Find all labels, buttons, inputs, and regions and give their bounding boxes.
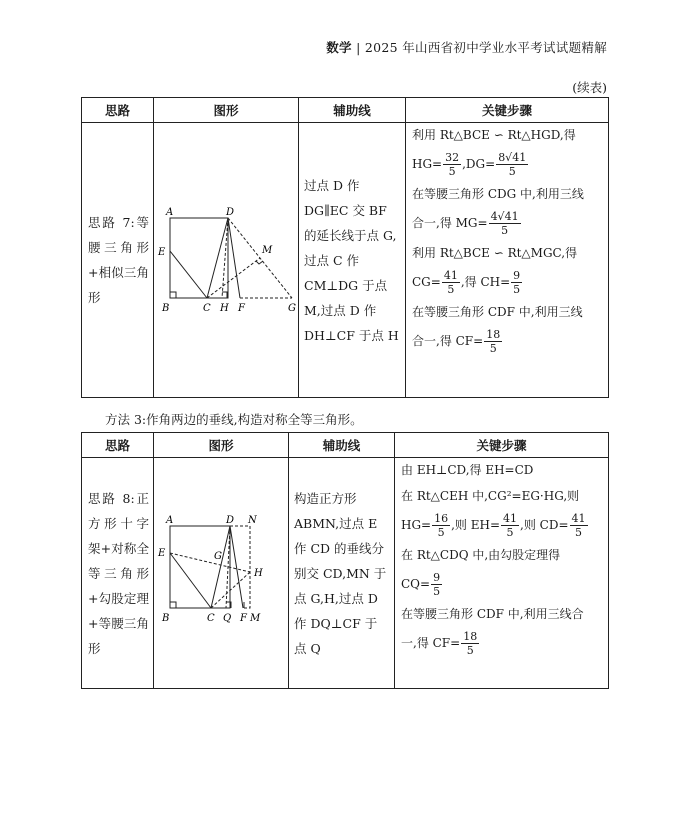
header-idea: 思路 bbox=[82, 433, 154, 458]
solution-table-2 bbox=[81, 432, 609, 689]
label-M: M bbox=[250, 613, 261, 624]
step-7-7: 在等腰三角形 CDF 中,利用三线 bbox=[412, 305, 583, 319]
header-title: 2025 年山西省初中学业水平考试试题精解 bbox=[364, 40, 607, 55]
label-M: M bbox=[262, 245, 273, 256]
aux-line-8: 构造正方形 ABMN,过点 E 作 CD 的垂线分别交 CD,MN 于点 G,H,过点 D 作 DQ⊥CF 于点 Q bbox=[289, 458, 395, 689]
step-8-2: 在 Rt△CEH 中,CG²=EG·HG,则 bbox=[401, 489, 580, 503]
step-7-3: 在等腰三角形 CDG 中,利用三线 bbox=[412, 187, 584, 201]
geometry-figure-8 bbox=[154, 458, 289, 684]
right-angle-m bbox=[256, 261, 263, 264]
table-row bbox=[82, 458, 609, 689]
square-abcd bbox=[170, 218, 228, 298]
label-E: E bbox=[158, 247, 166, 258]
key-steps-7 bbox=[406, 123, 609, 398]
step-8-7: 一,得 CF= $\frac{18}{5}$ bbox=[401, 630, 478, 657]
header-figure: 图形 bbox=[154, 98, 299, 123]
geometry-figure-7 bbox=[154, 123, 299, 393]
step-7-6: CG= $\frac{41}{5}$ ,得 CH= $\frac{9}{5}$ bbox=[412, 269, 521, 296]
label-D: D bbox=[226, 515, 235, 526]
figure-cell-7 bbox=[154, 123, 299, 398]
header-aux-line: 辅助线 bbox=[289, 433, 395, 458]
segment-nm bbox=[242, 526, 250, 608]
label-A: A bbox=[166, 207, 174, 218]
table-row bbox=[82, 123, 609, 398]
figure-cell-8 bbox=[154, 458, 289, 689]
continued-label: (续表) bbox=[572, 80, 607, 95]
label-G: G bbox=[214, 551, 222, 562]
step-7-5: 利用 Rt△BCE ∽ Rt△MGC,得 bbox=[412, 246, 578, 260]
idea-7: 思路 7:等腰三角形+相似三角形 bbox=[82, 123, 154, 398]
key-steps-8 bbox=[395, 458, 609, 689]
step-8-6: 在等腰三角形 CDF 中,利用三线合 bbox=[401, 607, 584, 621]
segment-dc bbox=[211, 526, 230, 608]
header-aux-line: 辅助线 bbox=[299, 98, 406, 123]
step-7-8: 合一,得 CF= $\frac{18}{5}$ bbox=[412, 328, 501, 355]
segment-ec bbox=[170, 251, 207, 298]
step-7-2: HG= $\frac{32}{5}$ ,DG= $\frac{8√41}{5}$ bbox=[412, 151, 527, 178]
step-7-1: 利用 Rt△BCE ∽ Rt△HGD,得 bbox=[412, 128, 576, 142]
label-B: B bbox=[162, 613, 170, 624]
label-G: G bbox=[288, 303, 296, 314]
aux-line-7: 过点 D 作 DG∥EC 交 BF 的延长线于点 G,过点 C 作 CM⊥DG 于点 M,过点 D 作 DH⊥CF 于点 H bbox=[299, 123, 406, 398]
page-header bbox=[326, 38, 607, 56]
header-key-steps: 关键步骤 bbox=[406, 98, 609, 123]
method-3-label: 方法 3:作角两边的垂线,构造对称全等三角形。 bbox=[105, 412, 363, 427]
label-F: F bbox=[238, 303, 245, 314]
label-A: A bbox=[166, 515, 174, 526]
subject-label: 数学 bbox=[326, 40, 352, 55]
label-C: C bbox=[207, 613, 215, 624]
label-H: H bbox=[254, 568, 263, 579]
label-E: E bbox=[158, 548, 166, 559]
segment-df bbox=[230, 526, 243, 608]
label-F: F bbox=[240, 613, 247, 624]
step-8-1: 由 EH⊥CD,得 EH=CD bbox=[401, 463, 534, 477]
label-C: C bbox=[203, 303, 211, 314]
header-figure: 图形 bbox=[154, 433, 289, 458]
solution-table-1 bbox=[81, 97, 609, 398]
step-8-5: CQ= $\frac{9}{5}$ bbox=[401, 571, 441, 598]
right-angle-b bbox=[170, 602, 176, 608]
step-7-4: 合一,得 MG= $\frac{4√41}{5}$ bbox=[412, 210, 519, 237]
step-8-4: 在 Rt△CDQ 中,由勾股定理得 bbox=[401, 548, 561, 562]
table-header-row bbox=[82, 433, 609, 458]
header-idea: 思路 bbox=[82, 98, 154, 123]
label-D: D bbox=[226, 207, 235, 218]
segment-cm bbox=[207, 258, 260, 298]
header-key-steps: 关键步骤 bbox=[395, 433, 609, 458]
step-8-3: HG= $\frac{16}{5}$ ,则 EH= $\frac{41}{5}$ ,则 CD= $\frac{41}{5}$ bbox=[401, 512, 586, 539]
right-angle-b bbox=[170, 292, 176, 298]
idea-8: 思路 8:正方形十字架+对称全等三角形+勾股定理+等腰三角形 bbox=[82, 458, 154, 689]
header-divider: | bbox=[356, 40, 365, 55]
label-B: B bbox=[162, 303, 170, 314]
table-header-row bbox=[82, 98, 609, 123]
label-Q: Q bbox=[223, 613, 232, 624]
label-H: H bbox=[220, 303, 229, 314]
label-N: N bbox=[248, 515, 257, 526]
